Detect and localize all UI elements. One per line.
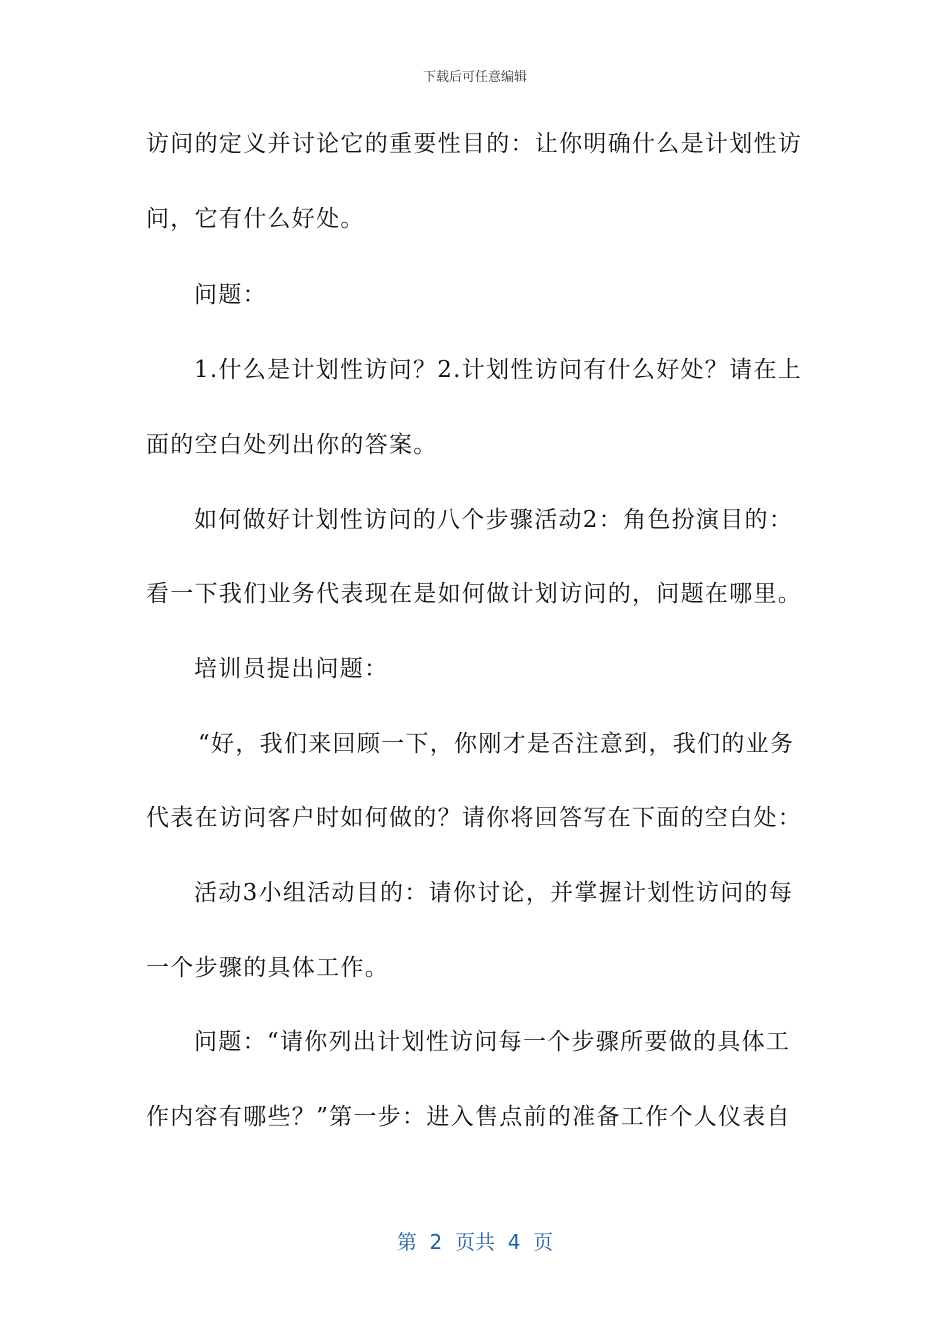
- body-line: 作内容有哪些？”第一步：进入售点前的准备工作个人仪表自: [146, 1104, 791, 1130]
- page-header: 下载后可任意编辑: [422, 70, 527, 85]
- body-line: 面的空白处列出你的答案。: [146, 432, 438, 458]
- body-line: 问，它有什么好处。: [146, 206, 365, 232]
- body-line: 代表在访问客户时如何做的？请你将回答写在下面的空白处：: [146, 805, 803, 831]
- body-line: “好，我们来回顾一下，你刚才是否注意到，我们的业务: [198, 731, 795, 757]
- body-line: 问题：: [194, 282, 267, 308]
- page-number-footer: 第 2 页共 4 页: [396, 1230, 554, 1254]
- body-line: 活动3小组活动目的：请你讨论，并掌握计划性访问的每: [194, 880, 794, 906]
- body-line: 一个步骤的具体工作。: [146, 955, 389, 981]
- body-line: 1.什么是计划性访问？2.计划性访问有什么好处？请在上: [194, 357, 802, 383]
- body-line: 问题：“请你列出计划性访问每一个步骤所要做的具体工: [194, 1029, 791, 1055]
- body-line: 看一下我们业务代表现在是如何做计划访问的，问题在哪里。: [146, 581, 803, 607]
- body-line: 培训员提出问题：: [194, 656, 389, 682]
- body-line: 访问的定义并讨论它的重要性目的：让你明确什么是计划性访: [146, 131, 803, 157]
- body-line: 如何做好计划性访问的八个步骤活动2：角色扮演目的：: [194, 507, 794, 533]
